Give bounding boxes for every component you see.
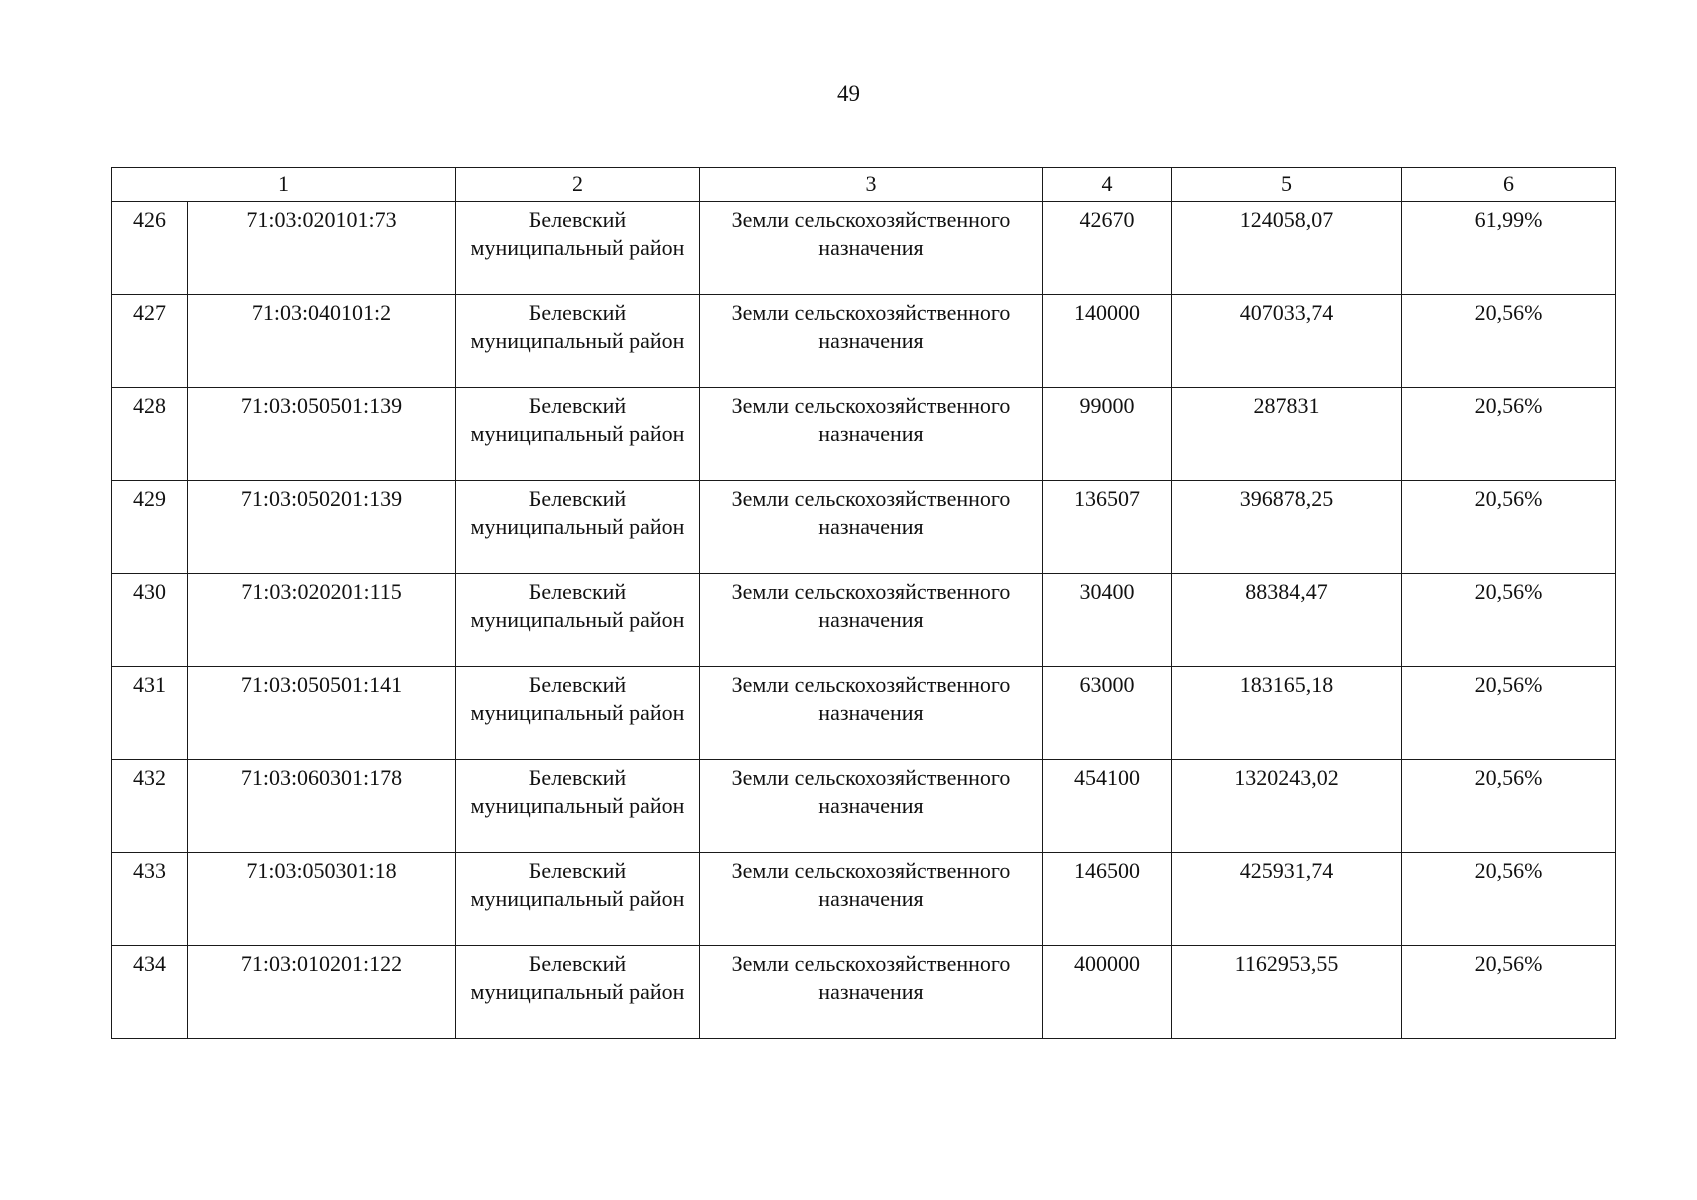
row-number-cell: 431	[112, 667, 188, 760]
column-header-1: 1	[112, 168, 456, 202]
district-cell: Белевский муниципальный район	[456, 667, 700, 760]
percent-cell: 20,56%	[1402, 388, 1616, 481]
table-header-row	[112, 168, 1616, 202]
district-cell: Белевский муниципальный район	[456, 574, 700, 667]
table-row	[112, 202, 1616, 295]
value-cell: 287831	[1172, 388, 1402, 481]
value-cell: 88384,47	[1172, 574, 1402, 667]
district-cell: Белевский муниципальный район	[456, 388, 700, 481]
row-number-cell: 434	[112, 946, 188, 1039]
land-category-cell: Земли сельскохозяйственного назначения	[700, 574, 1043, 667]
land-category-cell: Земли сельскохозяйственного назначения	[700, 202, 1043, 295]
district-cell: Белевский муниципальный район	[456, 202, 700, 295]
page-number: 49	[837, 81, 860, 106]
district-cell: Белевский муниципальный район	[456, 946, 700, 1039]
percent-cell: 61,99%	[1402, 202, 1616, 295]
table-row	[112, 946, 1616, 1039]
row-number-cell: 428	[112, 388, 188, 481]
cadastral-number-cell: 71:03:040101:2	[188, 295, 456, 388]
land-category-cell: Земли сельскохозяйственного назначения	[700, 481, 1043, 574]
area-cell: 400000	[1043, 946, 1172, 1039]
area-cell: 146500	[1043, 853, 1172, 946]
column-header-2: 2	[456, 168, 700, 202]
area-cell: 30400	[1043, 574, 1172, 667]
area-cell: 99000	[1043, 388, 1172, 481]
cadastral-number-cell: 71:03:010201:122	[188, 946, 456, 1039]
row-number-cell: 430	[112, 574, 188, 667]
table-row	[112, 853, 1616, 946]
cadastral-number-cell: 71:03:050501:141	[188, 667, 456, 760]
land-category-cell: Земли сельскохозяйственного назначения	[700, 946, 1043, 1039]
column-header-5: 5	[1172, 168, 1402, 202]
district-cell: Белевский муниципальный район	[456, 760, 700, 853]
cadastral-number-cell: 71:03:060301:178	[188, 760, 456, 853]
table-row	[112, 760, 1616, 853]
cadastral-number-cell: 71:03:050501:139	[188, 388, 456, 481]
cadastral-number-cell: 71:03:050301:18	[188, 853, 456, 946]
row-number-cell: 432	[112, 760, 188, 853]
percent-cell: 20,56%	[1402, 574, 1616, 667]
percent-cell: 20,56%	[1402, 760, 1616, 853]
column-header-4: 4	[1043, 168, 1172, 202]
value-cell: 425931,74	[1172, 853, 1402, 946]
value-cell: 1320243,02	[1172, 760, 1402, 853]
area-cell: 136507	[1043, 481, 1172, 574]
area-cell: 63000	[1043, 667, 1172, 760]
land-category-cell: Земли сельскохозяйственного назначения	[700, 667, 1043, 760]
column-header-3: 3	[700, 168, 1043, 202]
cadastral-number-cell: 71:03:020101:73	[188, 202, 456, 295]
value-cell: 1162953,55	[1172, 946, 1402, 1039]
row-number-cell: 427	[112, 295, 188, 388]
row-number-cell: 426	[112, 202, 188, 295]
percent-cell: 20,56%	[1402, 295, 1616, 388]
value-cell: 407033,74	[1172, 295, 1402, 388]
table-row	[112, 295, 1616, 388]
percent-cell: 20,56%	[1402, 853, 1616, 946]
row-number-cell: 429	[112, 481, 188, 574]
land-category-cell: Земли сельскохозяйственного назначения	[700, 388, 1043, 481]
table-row	[112, 574, 1616, 667]
column-header-6: 6	[1402, 168, 1616, 202]
value-cell: 396878,25	[1172, 481, 1402, 574]
value-cell: 183165,18	[1172, 667, 1402, 760]
cadastral-number-cell: 71:03:020201:115	[188, 574, 456, 667]
cadastral-number-cell: 71:03:050201:139	[188, 481, 456, 574]
percent-cell: 20,56%	[1402, 481, 1616, 574]
area-cell: 454100	[1043, 760, 1172, 853]
land-category-cell: Земли сельскохозяйственного назначения	[700, 295, 1043, 388]
value-cell: 124058,07	[1172, 202, 1402, 295]
land-category-cell: Земли сельскохозяйственного назначения	[700, 853, 1043, 946]
row-number-cell: 433	[112, 853, 188, 946]
district-cell: Белевский муниципальный район	[456, 481, 700, 574]
area-cell: 140000	[1043, 295, 1172, 388]
table-row	[112, 388, 1616, 481]
district-cell: Белевский муниципальный район	[456, 295, 700, 388]
table-row	[112, 481, 1616, 574]
table-row	[112, 667, 1616, 760]
percent-cell: 20,56%	[1402, 946, 1616, 1039]
percent-cell: 20,56%	[1402, 667, 1616, 760]
land-category-cell: Земли сельскохозяйственного назначения	[700, 760, 1043, 853]
land-plots-table	[111, 167, 1616, 1039]
area-cell: 42670	[1043, 202, 1172, 295]
district-cell: Белевский муниципальный район	[456, 853, 700, 946]
